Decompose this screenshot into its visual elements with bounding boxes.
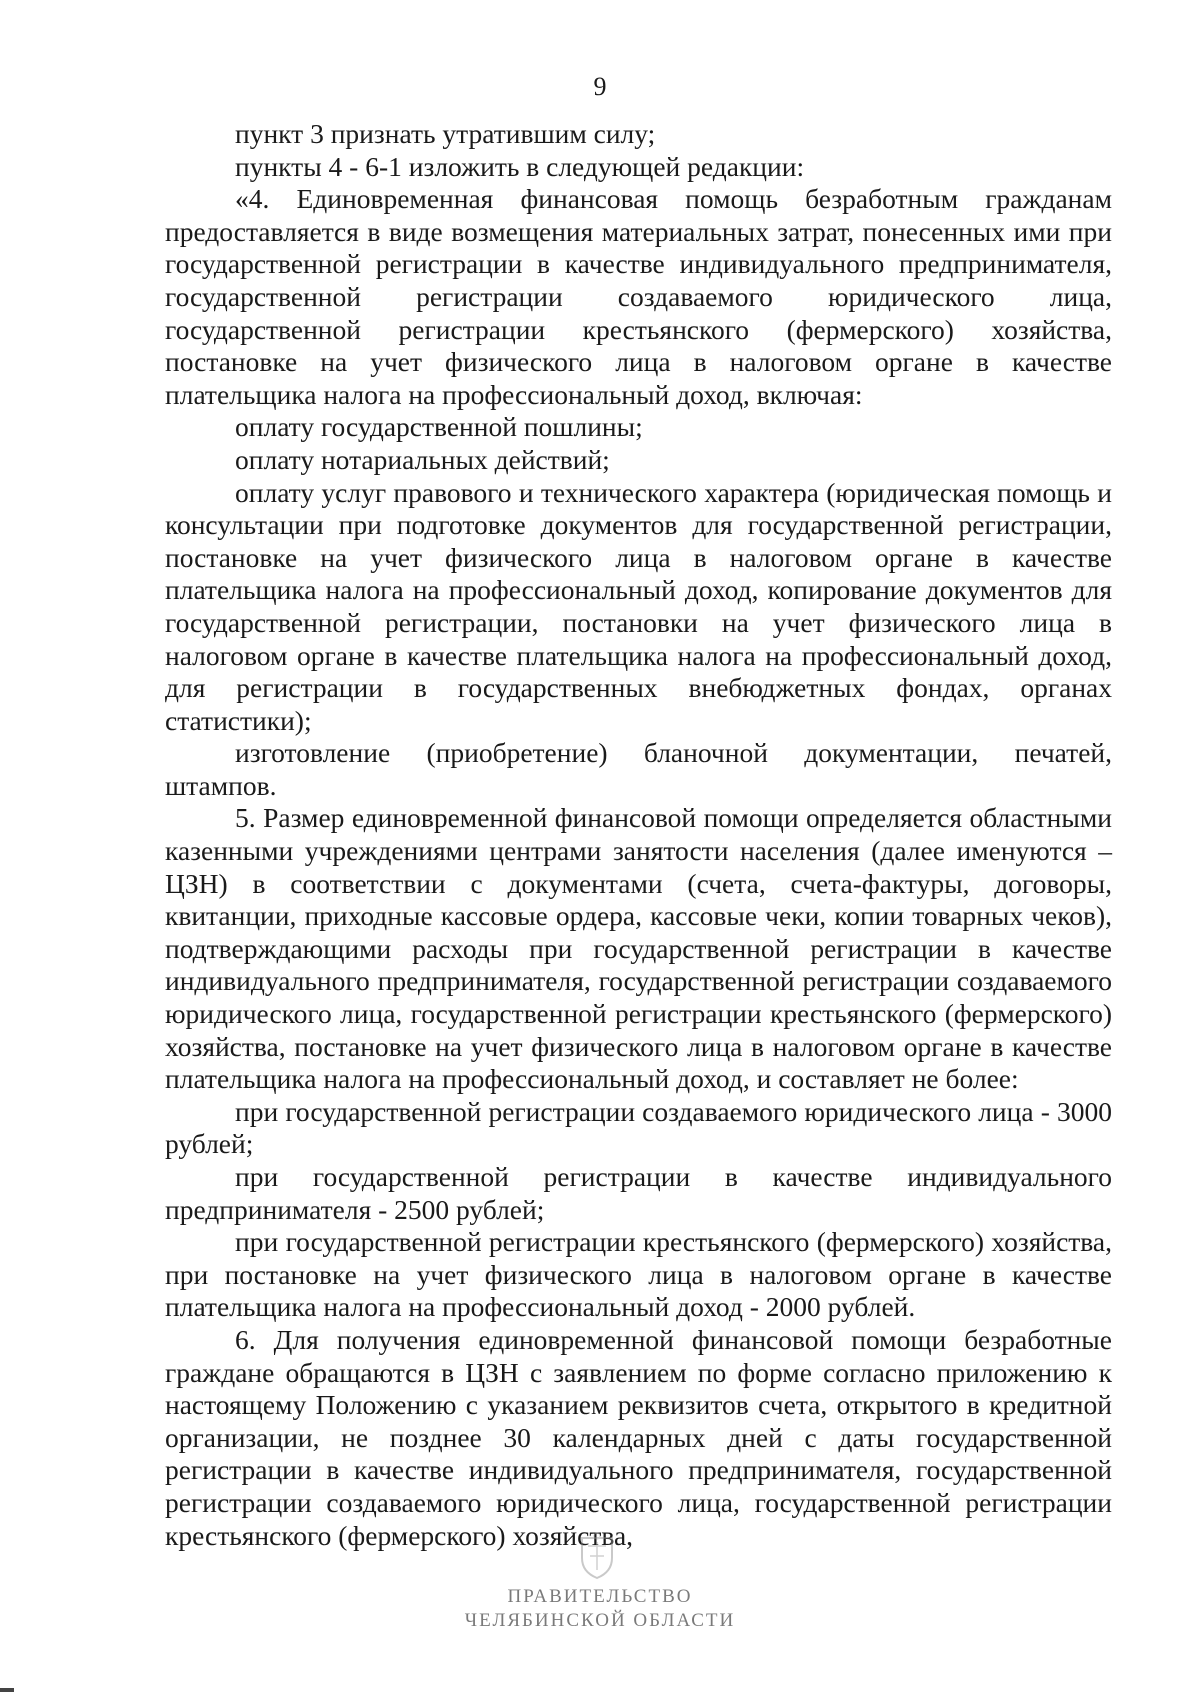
stamp-line-2: ЧЕЛЯБИНСКОЙ ОБЛАСТИ — [464, 1610, 736, 1631]
document-body — [165, 118, 1112, 1552]
paragraph: при государственной регистрации крестьянского (фермерского) хозяйства, при постановке на учет физического лица в налоговом органе в качестве плательщика налога на профессиональный доход - 2000 рублей. — [165, 1226, 1112, 1323]
stamp-line-1: ПРАВИТЕЛЬСТВО — [507, 1586, 693, 1607]
paragraph: оплату услуг правового и технического характера (юридическая помощь и консультации при подготовке документов для государственной регистрации, постановке на учет физического лица в налоговом органе в качестве плательщика налога на профессиональный доход, копирование документов для государственной регистрации, постановки на учет физического лица в налоговом органе в качестве плательщика налога на профессиональный доход, для регистрации в государственных внебюджетных фондах, органах статистики); — [165, 476, 1112, 736]
page-number: 9 — [593, 72, 607, 101]
paragraph: пункты 4 - 6-1 изложить в следующей редакции: — [235, 150, 805, 182]
paragraph: изготовление (приобретение) бланочной документации, печатей, штампов. — [165, 737, 1112, 801]
government-stamp — [0, 1585, 1200, 1633]
paragraph: пункт 3 признать утратившим силу; — [235, 118, 656, 149]
paragraph: при государственной регистрации создаваемого юридического лица - 3000 рублей; — [165, 1095, 1112, 1160]
paragraph-item-5: 5. Размер единовременной финансовой помощи определяется областными казенными учреждениями центрами занятости населения (далее именуются – ЦЗН) в соответствии с документами (счета, счета-фактуры, договоры, квитанции, приходные кассовые ордера, кассовые чеки, копии товарных чеков), подтверждающими расходы при государственной регистрации в качестве индивидуального предпринимателя, государственной регистрации создаваемого юридического лица, государственной регистрации крестьянского (фермерского) хозяйства, постановке на учет физического лица в налоговом органе в качестве плательщика налога на профессиональный доход, и составляет не более: — [165, 802, 1112, 1095]
scan-edge-mark — [0, 1688, 14, 1692]
paragraph: при государственной регистрации в качестве индивидуального предпринимателя - 2500 рублей; — [165, 1161, 1112, 1225]
coat-of-arms-watermark — [578, 1532, 616, 1580]
paragraph: оплату нотариальных действий; — [235, 443, 610, 475]
paragraph: оплату государственной пошлины; — [235, 411, 643, 443]
paragraph-item-6: 6. Для получения единовременной финансовой помощи безработные граждане обращаются в ЦЗН с заявлением по форме согласно приложению к настоящему Положению с указанием реквизитов счета, открытого в кредитной организации, не позднее 30 календарных дней с даты государственной регистрации в качестве индивидуального предпринимателя, государственной регистрации создаваемого юридического лица, государственной регистрации крестьянского (фермерского) хозяйства, — [165, 1323, 1112, 1551]
paragraph-item-4: «4. Единовременная финансовая помощь безработным гражданам предоставляется в виде возмещения материальных затрат, понесенных ими при государственной регистрации в качестве индивидуального предпринимателя, государственной регистрации создаваемого юридического лица, государственной регистрации крестьянского (фермерского) хозяйства, постановке на учет физического лица в налоговом органе в качестве плательщика налога на профессиональный доход, включая: — [165, 183, 1112, 410]
